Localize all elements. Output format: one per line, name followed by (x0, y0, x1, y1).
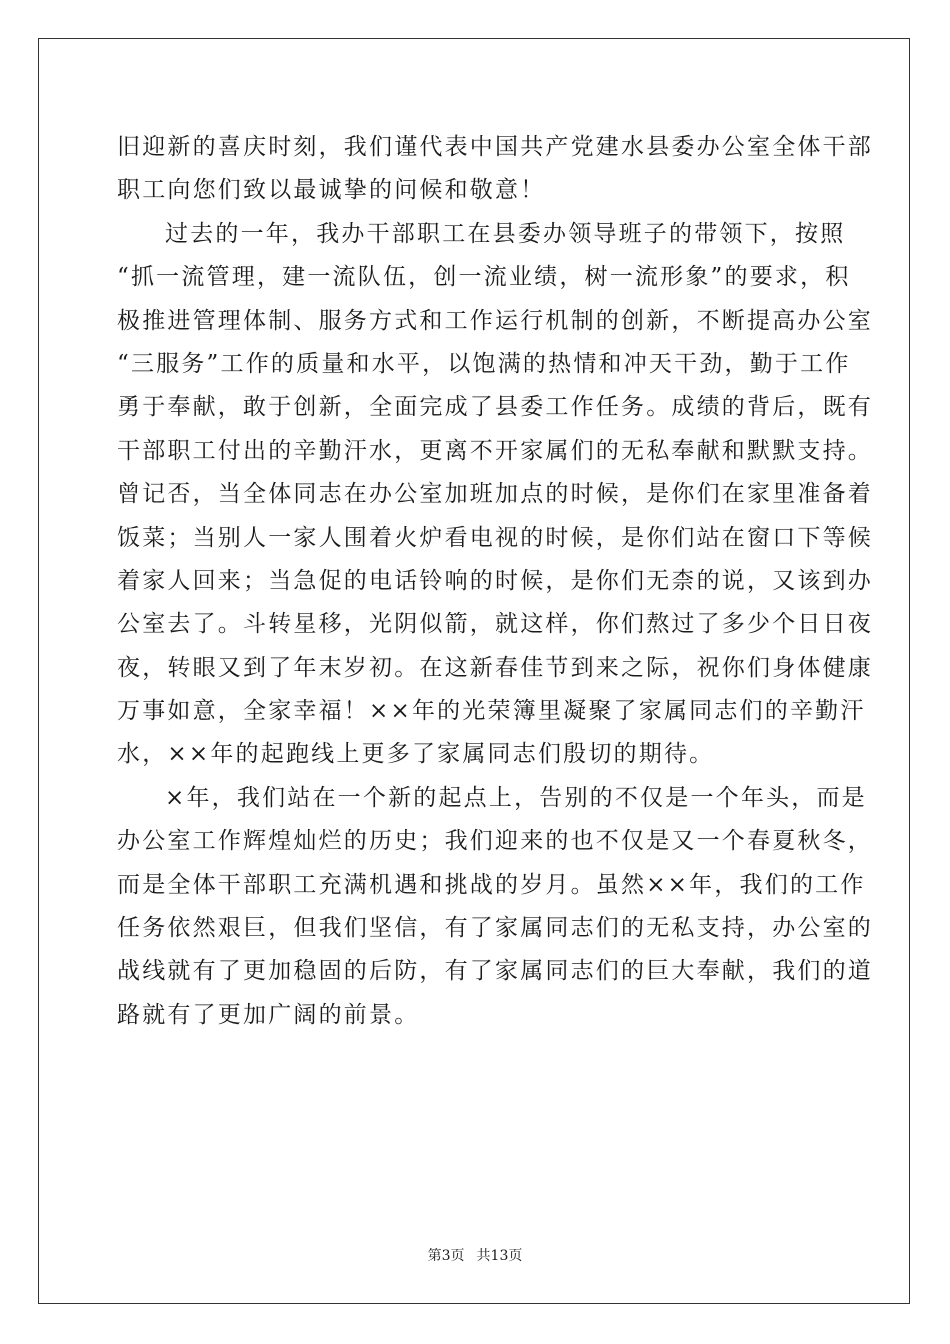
text-line: 旧迎新的喜庆时刻，我们谨代表中国共产党建水县委办公室全体干部 (117, 134, 873, 160)
text-line: 夜，转眼又到了年末岁初。在这新春佳节到来之际，祝你们身体健康 (117, 654, 873, 681)
text-line: ×年，我们站在一个新的起点上，告别的不仅是一个年头，而是 (165, 784, 867, 811)
text-line: 曾记否，当全体同志在办公室加班加点的时候，是你们在家里准备着 (117, 481, 873, 508)
page-number: 第3页 (427, 1248, 465, 1264)
text-line: 任务依然艰巨，但我们坚信，有了家属同志们的无私支持，办公室的 (117, 915, 873, 942)
text-line: “三服务”工作的质量和水平，以饱满的热情和冲天干劲，勤于工作 (117, 350, 851, 377)
text-line: 而是全体干部职工充满机遇和挑战的岁月。虽然××年，我们的工作 (117, 871, 866, 898)
text-line: 职工向您们致以最诚挚的问候和敬意！ (117, 177, 546, 204)
text-line: 干部职工付出的辛勤汗水，更离不开家属们的无私奉献和默默支持。 (117, 437, 873, 464)
text-line: 水，××年的起跑线上更多了家属同志们殷切的期待。 (117, 741, 715, 768)
page-footer (0, 1246, 950, 1266)
document-body (117, 126, 873, 1037)
text-line: 勇于奉献，敢于创新，全面完成了县委工作任务。成绩的背后，既有 (117, 394, 873, 421)
text-line: 路就有了更加广阔的前景。 (117, 1001, 420, 1028)
text-line: 万事如意，全家幸福！××年的光荣簿里凝聚了家属同志们的辛勤汗 (117, 698, 866, 725)
page-total: 共13页 (476, 1248, 523, 1264)
text-line: 极推进管理体制、服务方式和工作运行机制的创新，不断提高办公室 (117, 307, 873, 334)
text-line: “抓一流管理，建一流队伍，创一流业绩，树一流形象”的要求，积 (117, 264, 851, 291)
text-line: 着家人回来；当急促的电话铃响的时候，是你们无柰的说，又该到办 (117, 567, 873, 594)
text-line: 公室去了。斗转星移，光阴似箭，就这样，你们熬过了多少个日日夜 (117, 611, 873, 638)
text-line: 饭菜；当别人一家人围着火炉看电视的时候，是你们站在窗口下等候 (117, 524, 873, 551)
text-line: 办公室工作辉煌灿烂的历史；我们迎来的也不仅是又一个春夏秋冬， (117, 828, 873, 855)
text-line: 过去的一年，我办干部职工在县委办领导班子的带领下，按照 (165, 220, 846, 247)
text-line: 战线就有了更加稳固的后防，有了家属同志们的巨大奉献，我们的道 (117, 958, 873, 985)
